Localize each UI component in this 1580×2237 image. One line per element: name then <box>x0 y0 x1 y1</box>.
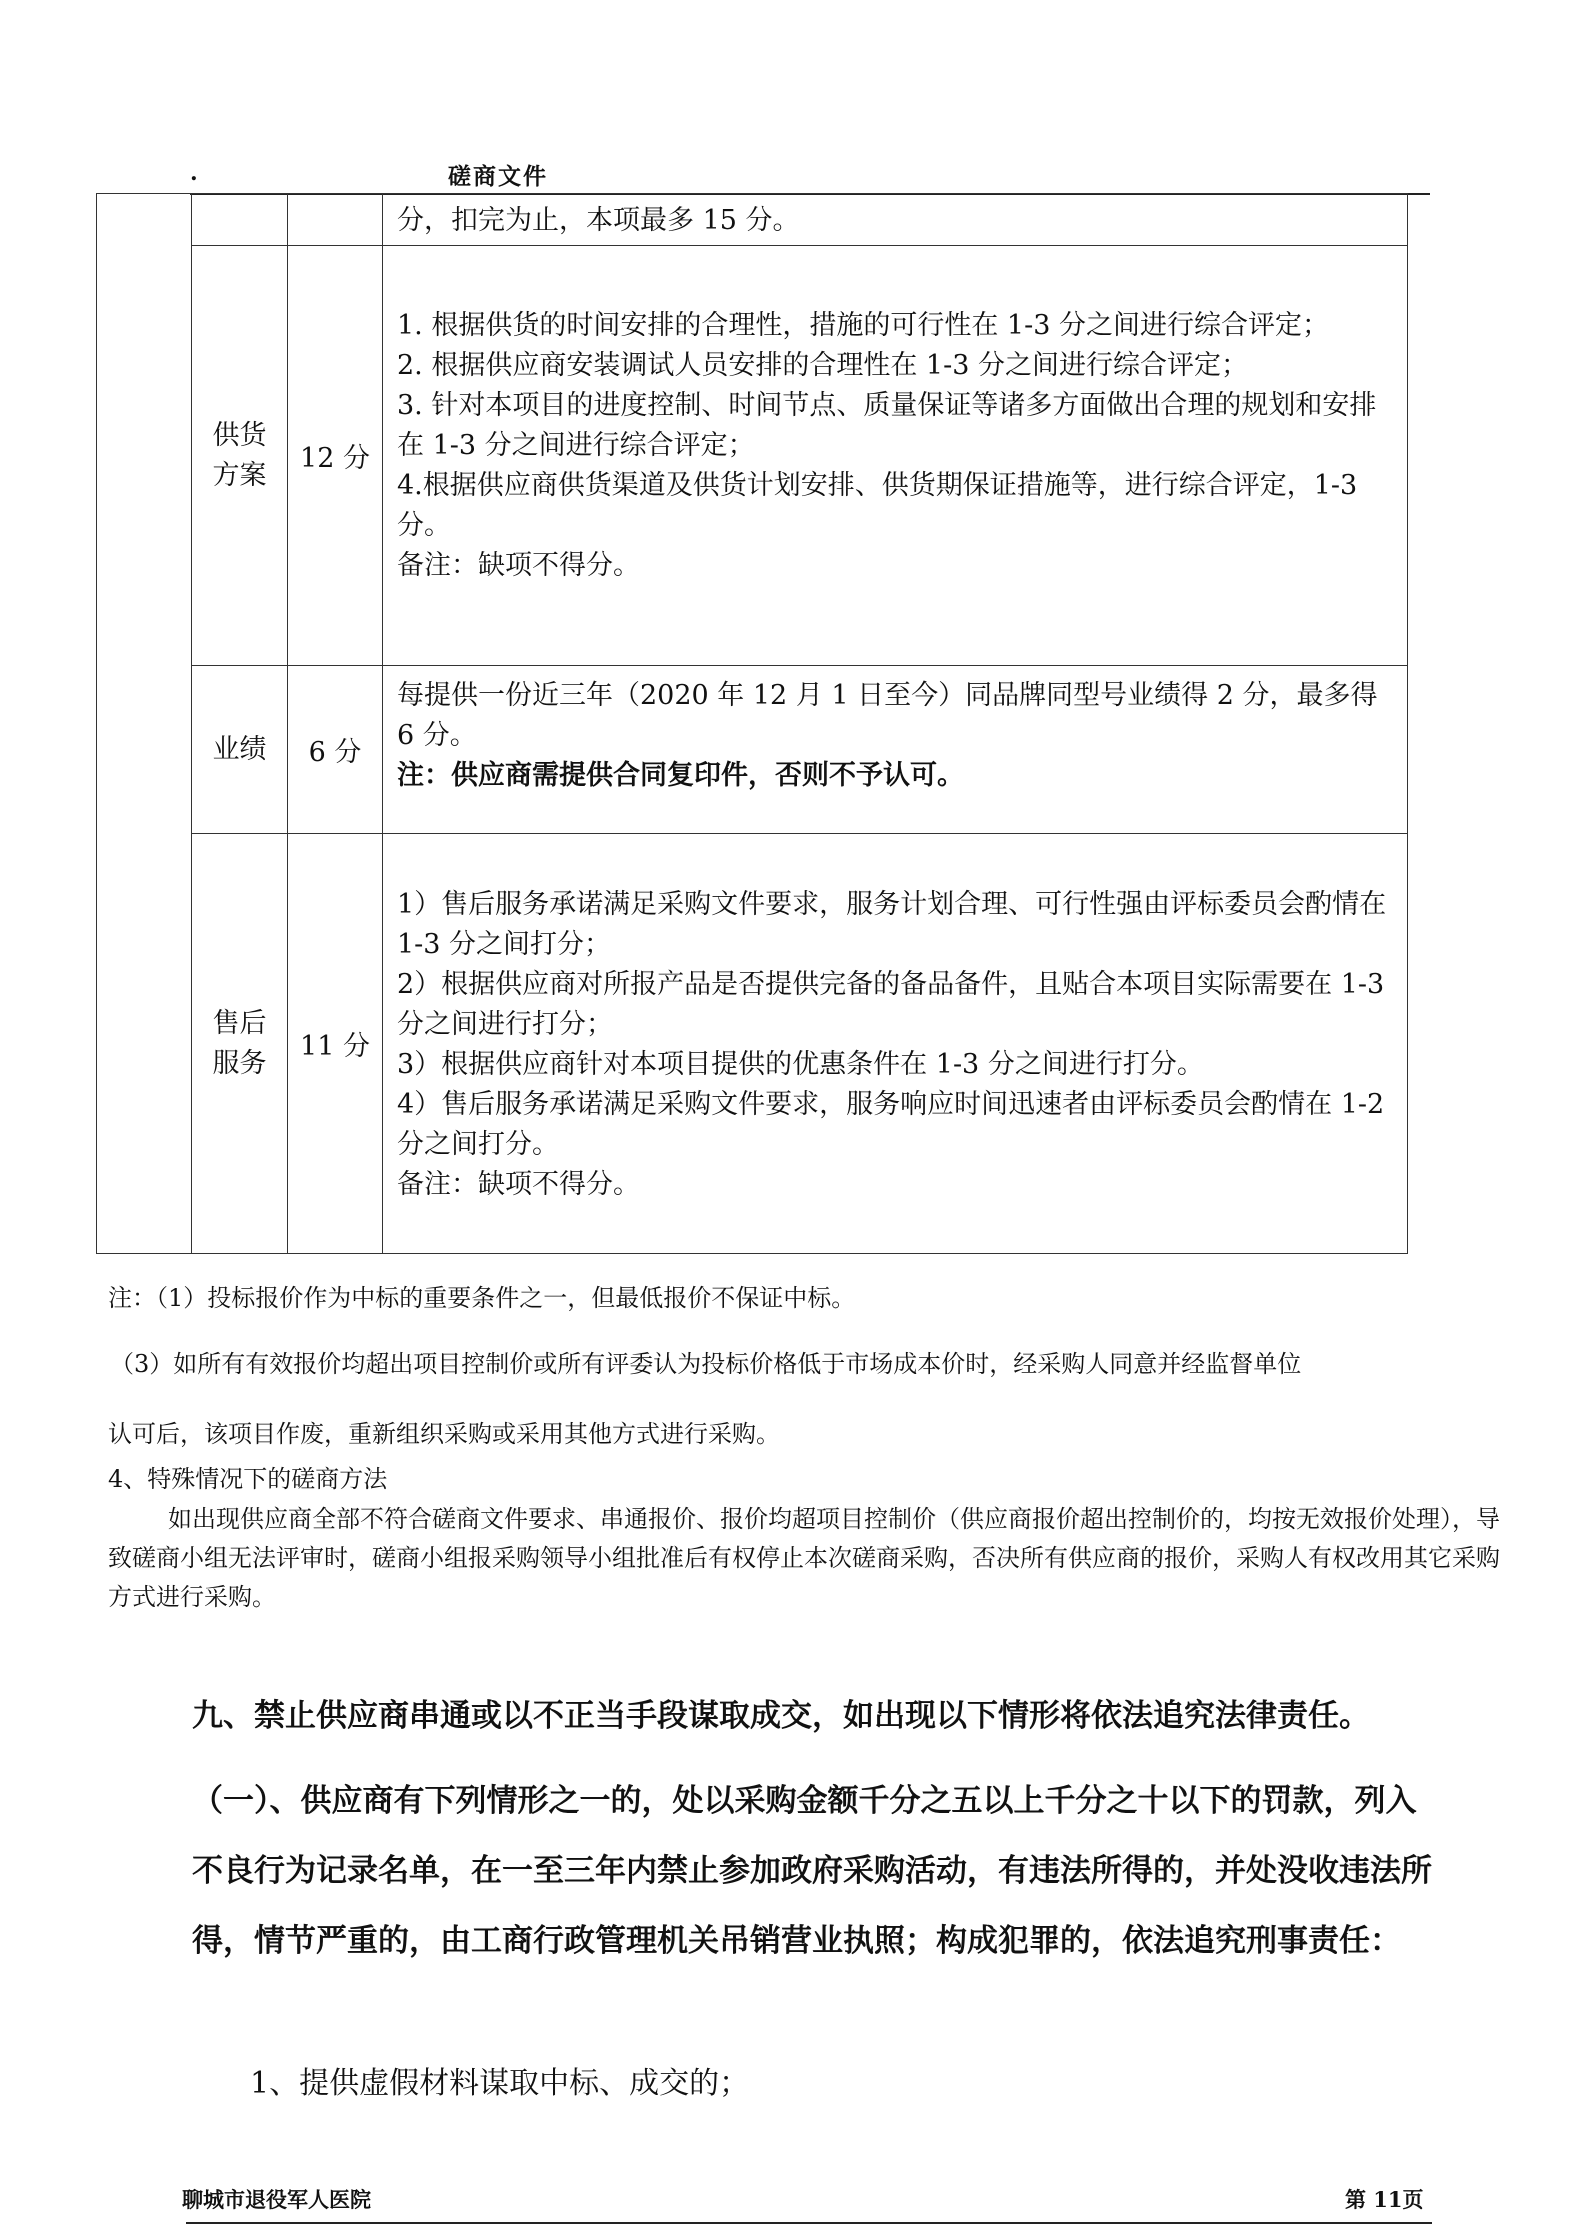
desc-line: 备注：缺项不得分。 <box>397 549 640 581</box>
desc-bold-line: 注：供应商需提供合同复印件，否则不予认可。 <box>397 759 964 791</box>
note-3-line1: （3）如所有有效报价均超出项目控制价或所有评委认为投标价格低于市场成本价时，经采购人同意并经监督单位 <box>110 1350 1302 1378</box>
section-4-heading: 4、特殊情况下的磋商方法 <box>108 1465 388 1493</box>
table-row <box>97 246 1408 666</box>
desc-line: 每提供一份近三年（2020 年 12 月 1 日至今）同品牌同型号业绩得 2 分，最多得 6 分。 <box>397 679 1378 751</box>
desc-line: 1）售后服务承诺满足采购文件要求，服务计划合理、可行性强由评标委员会酌情在 1-3 分之间打分； <box>397 888 1387 960</box>
desc-cell <box>383 834 1408 1254</box>
desc-line: 3. 针对本项目的进度控制、时间节点、质量保证等诸多方面做出合理的规划和安排在 1-3 分之间进行综合评定； <box>397 389 1377 461</box>
item-label-supply-plan: 供货方案 <box>212 419 267 491</box>
note-1: 注：（1）投标报价作为中标的重要条件之一，但最低报价不保证中标。 <box>108 1284 856 1312</box>
desc-line: 4.根据供应商供货渠道及供货计划安排、供货期保证措施等，进行综合评定，1-3 分。 <box>397 469 1358 541</box>
desc-line: 2. 根据供应商安装调试人员安排的合理性在 1-3 分之间进行综合评定； <box>397 349 1248 381</box>
category-cell <box>97 194 192 1254</box>
desc-cell <box>383 246 1408 666</box>
header-mark: . <box>190 160 198 186</box>
section-4-body: 如出现供应商全部不符合磋商文件要求、串通报价、报价均超项目控制价（供应商报价超出控制价的，均按无效报价处理），导致磋商小组无法评审时，磋商小组报采购领导小组批准后有权停止本次磋商采购，否决所有供应商的报价，采购人有权改用其它采购方式进行采购。 <box>108 1505 1500 1611</box>
points-cell: 11 分 <box>288 834 383 1254</box>
footer-page-number: 第 11页 <box>1345 2187 1424 2212</box>
table-row <box>97 194 1408 246</box>
table-row <box>97 666 1408 834</box>
item-cell <box>192 194 288 246</box>
section-9-sub-1: （一）、供应商有下列情形之一的，处以采购金额千分之五以上千分之十以下的罚款，列入不良行为记录名单，在一至三年内禁止参加政府采购活动，有违法所得的，并处没收违法所得，情节严重的，由工商行政管理机关吊销营业执照；构成犯罪的，依法追究刑事责任： <box>192 1783 1432 1959</box>
desc-line: 备注：缺项不得分。 <box>397 1168 640 1200</box>
item-cell: 业绩 <box>192 666 288 834</box>
desc-cell <box>383 666 1408 834</box>
item-label-after-sales: 售后服务 <box>212 1007 267 1079</box>
header-title: 磋商文件 <box>448 163 548 190</box>
desc-line: 3）根据供应商针对本项目提供的优惠条件在 1-3 分之间进行打分。 <box>397 1048 1204 1080</box>
points-cell <box>288 194 383 246</box>
table-row <box>97 834 1408 1254</box>
points-cell: 12 分 <box>288 246 383 666</box>
desc-line: 2）根据供应商对所报产品是否提供完备的备品备件，且贴合本项目实际需要在 1-3 分之间进行打分； <box>397 968 1385 1040</box>
section-9-heading: 九、禁止供应商串通或以不正当手段谋取成交，如出现以下情形将依法追究法律责任。 <box>192 1698 1370 1734</box>
note-3-line2: 认可后，该项目作废，重新组织采购或采用其他方式进行采购。 <box>108 1420 780 1448</box>
points-cell: 6 分 <box>288 666 383 834</box>
footer-organization: 聊城市退役军人医院 <box>182 2187 371 2212</box>
item-cell <box>192 834 288 1254</box>
scoring-table <box>96 193 1408 1254</box>
footer-rule <box>186 2222 1432 2224</box>
desc-line: 分，扣完为止，本项最多 15 分。 <box>397 204 800 236</box>
desc-cell <box>383 194 1408 246</box>
section-9-item-1: 1、提供虚假材料谋取中标、成交的； <box>250 2066 750 2101</box>
item-cell <box>192 246 288 666</box>
desc-line: 4）售后服务承诺满足采购文件要求，服务响应时间迅速者由评标委员会酌情在 1-2 分之间打分。 <box>397 1088 1385 1160</box>
desc-line: 1. 根据供货的时间安排的合理性，措施的可行性在 1-3 分之间进行综合评定； <box>397 309 1329 341</box>
